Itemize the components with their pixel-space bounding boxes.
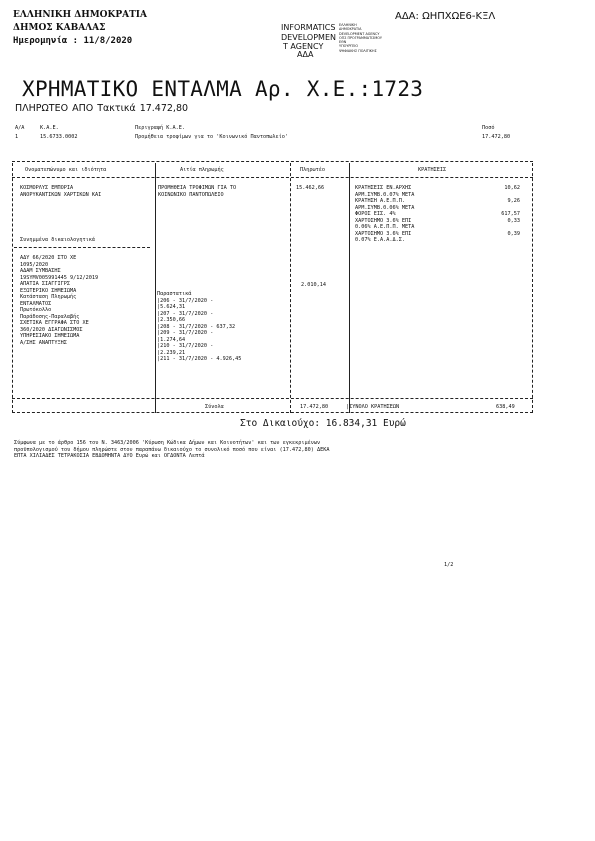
agency-small-line: ΨΗΦΙΑΚΗΣ ΠΟΛΙΤΙΚΗΣ xyxy=(339,48,377,53)
invoice-line: Παραστατικά xyxy=(157,291,192,297)
kae-row-aa: 1 xyxy=(15,134,19,140)
doc-item: ΕΞΩΤΕΡΙΚΟ ΣΗΜΕΙΩΜΑ xyxy=(20,287,77,294)
docs-header: Συνημμένα δικαιολογητικά xyxy=(20,237,95,243)
agency-small-line: ΕΛΛΗΝΙΚΗ xyxy=(339,23,357,27)
table-header-border xyxy=(12,177,533,178)
deduction-label: ΑΡΜ.ΣΥΜΒ.0.07% ΜΕΤΑ xyxy=(355,191,415,198)
invoices-list xyxy=(157,291,241,363)
agency-small-line: ΕΘΝ xyxy=(339,40,347,45)
kae-header-aa: Α/Α xyxy=(15,125,25,131)
kae-row-description: Προμήθεια τροφίμων για το 'Κοινωνικό Παντοπωλείο' xyxy=(135,134,289,140)
deduction-label: 0.06% Α.Ε.Π.Π. ΜΕΤΑ xyxy=(355,224,415,230)
col-header-reason: Αιτία πληρωμής xyxy=(180,167,224,173)
deduction-label: ΧΑΡΤΟΣΗΜΟ 3.6% ΕΠΙ xyxy=(355,230,412,237)
table-totals-border xyxy=(12,398,533,399)
ada-code: ΑΔΑ: ΩΗΠΧΩΕ6-ΚΞΛ xyxy=(395,11,496,22)
invoice-line: |210 - 31/7/2020 - xyxy=(157,343,214,349)
doc-item: ΕΝΤΑΛΜΑΤΟΣ xyxy=(20,300,52,307)
invoice-line: |2.350,66 xyxy=(157,317,186,323)
doc-item: Πρωτόκολλο xyxy=(20,307,52,313)
col-header-payable: Πληρωτέο xyxy=(300,167,325,173)
kae-header-kae: Κ.Α.Ε. xyxy=(40,125,59,131)
invoice-line: |211 - 31/7/2020 - 4.926,45 xyxy=(157,356,242,362)
invoice-line: |1.274,64 xyxy=(157,336,186,343)
agency-small-line: ΔΗΜΟΚΡΑΤΙΑ xyxy=(339,27,362,32)
page-title: ΧΡΗΜΑΤΙΚΟ ΕΝΤΑΛΜΑ Αρ. Χ.Ε.:1723 xyxy=(22,77,424,101)
invoice-line: |209 - 31/7/2020 - xyxy=(157,330,214,336)
docs-separator xyxy=(14,247,150,248)
invoice-line: |2.239,21 xyxy=(157,349,186,356)
deduction-value: 0,39 xyxy=(507,230,520,237)
payable-from: ΠΛΗΡΩΤΕΟ ΑΠΟ Τακτικά 17.472,80 xyxy=(15,103,189,114)
table-left-border xyxy=(12,163,13,413)
doc-item: 19SYMV005991445 9/12/2019 xyxy=(20,274,99,281)
statement-line: προϋπολογισμού του δήμου πληρώστε στον παραπάνω δικαιούχο το συνολικό ποσό που είναι (17.472,80) ΔΕΚΑ xyxy=(14,446,330,453)
payee-line: ΑΝΟΡΥΚΑΝΤΙΚΩΝ ΧΑΡΤΙΚΩΝ ΚΑΙ xyxy=(20,191,102,198)
totals-payable: 17.472,80 xyxy=(300,404,329,410)
invoice-line: |208 - 31/7/2020 - 637,32 xyxy=(157,323,236,330)
agency-small-line: ΥΠΟΥΡΓΕΙΟ xyxy=(339,44,359,49)
deduction-label: 0.07% Ε.Α.Α.Δ.Σ. xyxy=(355,237,405,243)
deduction-value: 9,26 xyxy=(507,198,520,204)
kae-header-description: Περιγραφή Κ.Α.Ε. xyxy=(135,125,185,131)
invoice-line: |207 - 31/7/2020 - xyxy=(157,310,214,317)
agency-ada-label: ΑΔΑ xyxy=(297,50,314,59)
payable-amount: 15.462,66 xyxy=(296,185,325,191)
statement-line: Σύμφωνα με το άρθρο 156 του Ν. 3463/2006 'Κύρωση Κώδικα Δήμων και Κοινοτήτων' και των εγκεκριμένων xyxy=(14,440,321,446)
agency-small-line: DEVELOPMENT AGENCY xyxy=(339,31,380,36)
table-top-border xyxy=(12,161,533,162)
doc-item: 1095/2020 xyxy=(20,261,49,268)
kae-header-amount: Ποσό xyxy=(482,125,495,131)
docs-list xyxy=(20,255,98,346)
deduction-label: ΧΑΡΤΟΣΗΜΟ 3.6% ΕΠΙ xyxy=(355,217,412,224)
kae-row-code: 15.6733.0002 xyxy=(40,134,78,140)
deduction-label: ΑΡΜ.ΣΥΜΒ.0.06% ΜΕΤΑ xyxy=(355,204,415,211)
doc-item: ΑΠΑΤΙΑ ΣΙΑΓΓΙΓΡΣ xyxy=(20,281,70,287)
agency-logo-line: T AGENCY xyxy=(283,42,324,52)
doc-item: 360/2020 ΔΙΑΓΩΝΙΣΜΟΣ xyxy=(20,326,83,333)
header-country: ΕΛΛΗΝΙΚΗ ΔΗΜΟΚΡΑΤΙΑ xyxy=(13,10,147,20)
deductions-list xyxy=(355,185,520,244)
reason-line: ΚΟΙΝΩΝΙΚΟ ΠΑΝΤΟΠΩΛΕΙΟ xyxy=(158,191,224,198)
payment-statement xyxy=(14,440,329,460)
agency-logo-line: DEVELOPMEN xyxy=(281,32,336,42)
deduction-label: ΦΟΡΟΣ ΕΙΣ. 4% xyxy=(355,211,396,217)
deduction-value: 10,62 xyxy=(504,185,520,191)
col-header-payee: Ονοματεπώνυμο και ιδιότητα xyxy=(25,167,107,173)
agency-logo xyxy=(281,23,336,52)
totals-label: Σύνολα xyxy=(205,404,224,410)
reason-line: ΠΡΟΜΗΘΕΙΑ ΤΡΟΦΙΜΩΝ ΓΙΑ ΤΟ xyxy=(158,185,237,191)
agency-logo-line: INFORMATICS xyxy=(281,23,336,32)
totals-deductions-label: |ΣΥΝΟΛΟ ΚΡΑΤΗΣΕΩΝ xyxy=(346,404,400,410)
col-divider-2 xyxy=(290,163,291,413)
header-municipality: ΔΗΜΟΣ ΚΑΒΑΛΑΣ xyxy=(13,23,106,33)
doc-item: Α/ΣΗΣ ΑΝΑΠΤΥΞΗΣ xyxy=(20,339,67,346)
page-number: 1/2 xyxy=(444,562,454,568)
deduction-value: 0,33 xyxy=(507,217,520,224)
col-divider-1 xyxy=(155,163,156,413)
invoice-line: |206 - 31/7/2020 - xyxy=(157,297,214,304)
deduction-label: ΚΡΑΤΗΣΗ Α.Ε.Π.Π. xyxy=(355,198,405,204)
col-divider-3 xyxy=(349,163,350,413)
doc-item: Παράδοσης-Παραλαβής xyxy=(20,313,80,320)
deduction-label: ΚΡΑΤΗΣΕΙΣ ΕΝ.ΑΡΧΗΣ xyxy=(355,185,412,191)
doc-item: Κατάσταση Πληρωμής xyxy=(20,294,77,300)
totals-deductions-amount: 638,49 xyxy=(496,404,515,410)
payable-second-amount: 2.010,14 xyxy=(301,282,326,288)
agency-small-line: ΟΠΣ ΠΡΟΓΡΑΜΜΑΤΙΣΜΟΥ xyxy=(339,35,383,40)
doc-item: ΑΔΥ 66/2020 ΣΤΟ ΧΕ xyxy=(20,255,77,261)
payee-name xyxy=(20,185,101,198)
payment-reason xyxy=(158,185,236,198)
header-date: Ημερομηνία : 11/8/2020 xyxy=(13,36,133,46)
doc-item: ΑΔΑΜ ΣΥΜΒΑΣΗΣ xyxy=(20,268,61,274)
invoice-line: |5.624,31 xyxy=(157,304,186,310)
statement-line: ΕΠΤΑ ΧΙΛΙΑΔΕΣ ΤΕΤΡΑΚΟΣΙΑ ΕΒΔΟΜΗΝΤΑ ΔΥΟ Ευρώ και ΟΓΔΟΝΤΑ Λεπτά xyxy=(14,453,205,459)
table-bottom-border xyxy=(12,412,533,413)
deduction-value: 617,57 xyxy=(501,211,520,217)
payee-line: ΚΟΣΜΟΡΛΥΣ ΕΜΠΟΡΙΑ xyxy=(20,185,74,191)
col-header-deductions: ΚΡΑΤΗΣΕΙΣ xyxy=(418,167,447,173)
beneficiary-net-amount: Στο Δικαιούχο: 16.834,31 Ευρώ xyxy=(240,418,406,429)
kae-row-amount: 17.472,80 xyxy=(482,134,511,140)
table-right-border xyxy=(532,163,533,413)
doc-item: ΥΠΗΡΕΣΙΑΚΟ ΣΗΜΕΙΩΜΑ xyxy=(20,333,80,339)
doc-item: ΣΧΕΤΙΚΑ ΕΓΓΡΑΦΑ ΣΤΟ ΧΕ xyxy=(20,320,89,326)
agency-small-text xyxy=(339,23,382,53)
deduction-row xyxy=(355,237,520,244)
